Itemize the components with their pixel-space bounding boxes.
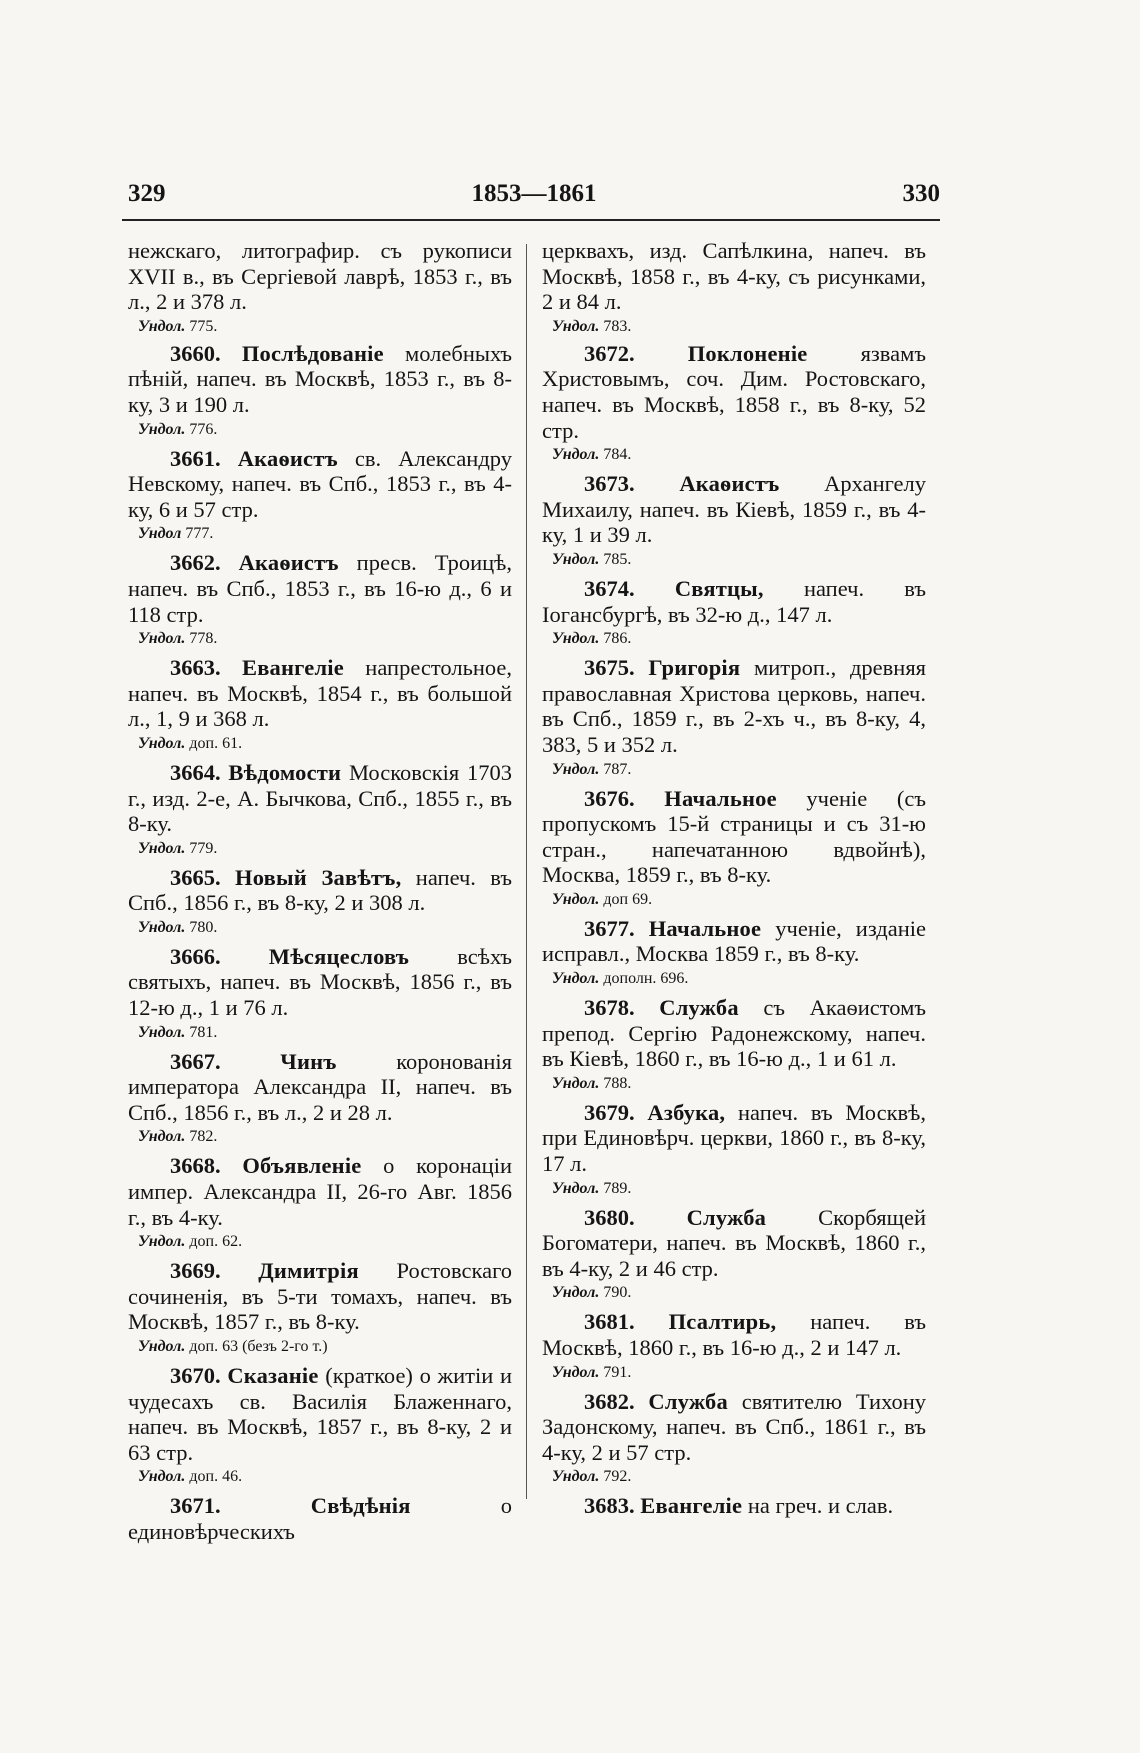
entry-number: 3663. bbox=[170, 655, 221, 681]
catalog-entry bbox=[128, 341, 512, 440]
entry-title-keyword: Святцы, bbox=[674, 575, 764, 601]
entry-description: пресв. Троицѣ, напеч. въ Спб., 1853 г., въ 16-ю д., 6 и 118 стр. bbox=[128, 550, 513, 627]
entry-description: ученіе (съ пропускомъ 15-й страницы и съ 31-ю стран., напечатанною вдвойнѣ), Москва, 1859 г., въ 8-ку. bbox=[542, 785, 927, 888]
catalog-entry bbox=[542, 1205, 926, 1304]
reference-value: дополн. 696. bbox=[603, 970, 689, 988]
entry-title-keyword: Григорія bbox=[648, 655, 741, 681]
catalog-entry bbox=[128, 1153, 512, 1252]
catalog-reference bbox=[542, 1467, 926, 1487]
entry-description: напеч. въ Москвѣ, 1860 г., въ 16-ю д., 2 и 147 л. bbox=[542, 1309, 927, 1360]
catalog-entry bbox=[542, 576, 926, 649]
entry-description: молебныхъ пѣній, напеч. въ Москвѣ, 1853 г., въ 8-ку, 3 и 190 л. bbox=[128, 340, 513, 417]
reference-value: 789. bbox=[603, 1179, 632, 1197]
entry-body bbox=[128, 550, 512, 627]
page-number-left: 329 bbox=[128, 180, 166, 207]
reference-value: 780. bbox=[189, 918, 218, 936]
catalog-reference bbox=[542, 629, 926, 649]
entry-number: 3677. bbox=[584, 915, 635, 941]
entry-title-keyword: Служба bbox=[686, 1204, 767, 1230]
reference-label: Ундол. bbox=[138, 1338, 186, 1355]
entry-number: 3681. bbox=[584, 1309, 635, 1335]
entry-title-keyword: Азбука, bbox=[647, 1099, 726, 1125]
entry-title-keyword: Начальное bbox=[648, 915, 762, 941]
catalog-reference bbox=[542, 1363, 926, 1383]
catalog-entry bbox=[542, 1100, 926, 1199]
entry-body bbox=[542, 995, 926, 1072]
continuation-text bbox=[542, 238, 926, 337]
reference-label: Ундол bbox=[138, 525, 182, 543]
entry-title-keyword: Поклоненіе bbox=[687, 340, 808, 366]
reference-label: Ундол. bbox=[138, 630, 186, 648]
entry-title-keyword: Евангеліе bbox=[241, 655, 344, 681]
entry-description: о коронаціи импер. Александра II, 26-го Авг. 1856 г., въ 4-ку. bbox=[128, 1153, 512, 1230]
reference-label: Ундол. bbox=[138, 1023, 186, 1041]
catalog-entry bbox=[128, 1493, 512, 1544]
entry-body bbox=[128, 760, 512, 837]
continuation-body: церквахъ, изд. Сапѣлкина, напеч. въ Москвѣ, 1858 г., въ 4-ку, съ рисунками, 2 и 84 л. bbox=[542, 238, 926, 315]
entry-description: о единовѣрческихъ bbox=[128, 1493, 512, 1544]
entry-number: 3679. bbox=[584, 1099, 635, 1125]
entry-number: 3683. bbox=[584, 1493, 635, 1519]
entry-number: 3670. bbox=[170, 1363, 221, 1388]
entry-title-keyword: Новый Завѣтъ, bbox=[235, 864, 402, 890]
reference-value: доп. 62. bbox=[189, 1233, 243, 1251]
entry-description: напеч. въ Москвѣ, при Единовѣрч. церкви, 1860 г., въ 8-ку, 17 л. bbox=[542, 1099, 927, 1177]
catalog-entry bbox=[128, 1363, 512, 1487]
catalog-reference bbox=[542, 760, 926, 780]
reference-value: 783. bbox=[603, 317, 632, 335]
catalog-reference bbox=[128, 1232, 512, 1252]
reference-label: Ундол. bbox=[552, 970, 600, 988]
continuation-body: нежскаго, литографир. съ рукописи XVII в., въ Сергіевой лаврѣ, 1853 г., въ л., 2 и 378 л. bbox=[128, 238, 512, 315]
entry-title-keyword: Объявленіе bbox=[242, 1153, 362, 1179]
entry-description: язвамъ Христовымъ, соч. Дим. Ростовскаго, напеч. въ Москвѣ, 1858 г., въ 8-ку, 52 стр. bbox=[542, 340, 926, 443]
entry-number: 3680. bbox=[584, 1204, 635, 1230]
catalog-entry bbox=[542, 471, 926, 570]
entry-body bbox=[542, 576, 926, 627]
catalog-reference bbox=[128, 1337, 512, 1357]
entry-body bbox=[542, 655, 926, 757]
entry-title-keyword: Чинъ bbox=[280, 1048, 337, 1074]
reference-label: Ундол. bbox=[138, 420, 186, 438]
entry-description: всѣхъ святыхъ, напеч. въ Москвѣ, 1856 г., въ 12-ю д., 1 и 76 л. bbox=[128, 943, 513, 1021]
catalog-reference bbox=[542, 890, 926, 910]
catalog-entry bbox=[542, 916, 926, 989]
catalog-reference bbox=[542, 1179, 926, 1199]
right-column bbox=[542, 238, 926, 1525]
entry-description: св. Александру Невскому, напеч. въ Спб., 1853 г., въ 4-ку, 6 и 57 стр. bbox=[128, 445, 513, 522]
reference-value: доп. 46. bbox=[189, 1468, 243, 1486]
entry-number: 3667. bbox=[170, 1048, 221, 1074]
reference-label: Ундол. bbox=[138, 1468, 186, 1486]
entry-body bbox=[542, 1493, 926, 1519]
entry-list bbox=[128, 341, 512, 1545]
entry-body bbox=[542, 341, 926, 443]
reference-label: Ундол. bbox=[552, 1468, 600, 1486]
catalog-reference bbox=[542, 1074, 926, 1094]
entry-body bbox=[542, 1389, 926, 1466]
reference-label: Ундол. bbox=[552, 890, 600, 908]
reference-label: Ундол. bbox=[138, 1128, 186, 1146]
entry-number: 3674. bbox=[584, 575, 635, 601]
entry-number: 3672. bbox=[584, 340, 635, 366]
entry-title-keyword: Псалтирь, bbox=[668, 1309, 777, 1335]
entry-description: Ростовскаго сочиненія, въ 5-ти томахъ, напеч. въ Москвѣ, 1857 г., въ 8-ку. bbox=[128, 1258, 512, 1335]
catalog-reference bbox=[128, 1127, 512, 1147]
catalog-entry bbox=[128, 446, 512, 545]
entry-title-keyword: Евангеліе bbox=[640, 1493, 743, 1519]
reference-label: Ундол. bbox=[552, 550, 600, 568]
reference-label: Ундол. bbox=[552, 446, 600, 464]
reference-label: Ундол. bbox=[138, 317, 186, 335]
column-separator bbox=[526, 244, 527, 1499]
catalog-entry bbox=[542, 786, 926, 910]
reference-label: Ундол. bbox=[552, 760, 600, 778]
entry-body bbox=[128, 341, 512, 418]
entry-number: 3662. bbox=[170, 550, 221, 576]
entry-description: коронованія императора Александра II, напеч. въ Спб., 1856 г., въ л., 2 и 28 л. bbox=[128, 1048, 512, 1125]
catalog-reference bbox=[128, 420, 512, 440]
entry-number: 3665. bbox=[170, 864, 221, 890]
catalog-reference bbox=[128, 524, 512, 544]
entry-title-keyword: Свѣдѣнія bbox=[310, 1493, 411, 1519]
catalog-entry bbox=[128, 760, 512, 859]
catalog-reference bbox=[542, 550, 926, 570]
reference-value: 791. bbox=[603, 1363, 632, 1381]
entry-number: 3669. bbox=[170, 1258, 221, 1284]
continuation-text bbox=[128, 238, 512, 337]
catalog-reference bbox=[128, 1467, 512, 1487]
reference-value: 790. bbox=[603, 1284, 632, 1302]
catalog-reference bbox=[542, 317, 926, 337]
catalog-entry bbox=[128, 550, 512, 649]
entry-number: 3678. bbox=[584, 995, 635, 1021]
entry-body bbox=[128, 655, 512, 732]
catalog-reference bbox=[128, 734, 512, 754]
entry-title-keyword: Служба bbox=[648, 1388, 728, 1414]
catalog-reference bbox=[128, 839, 512, 859]
entry-title-keyword: Сказаніе bbox=[227, 1363, 319, 1388]
entry-number: 3673. bbox=[584, 471, 635, 497]
reference-value: доп. 63 (безъ 2-го т.) bbox=[189, 1338, 328, 1355]
reference-label: Ундол. bbox=[552, 1179, 600, 1197]
entry-body bbox=[542, 1100, 926, 1177]
catalog-reference bbox=[128, 317, 512, 337]
catalog-entry bbox=[542, 655, 926, 779]
reference-value: 781. bbox=[189, 1023, 218, 1041]
reference-label: Ундол. bbox=[552, 1284, 600, 1302]
catalog-reference bbox=[128, 629, 512, 649]
entry-title-keyword: Начальное bbox=[664, 785, 777, 811]
entry-body bbox=[542, 786, 926, 888]
catalog-reference bbox=[128, 1023, 512, 1043]
entry-body bbox=[542, 916, 926, 967]
entry-body bbox=[542, 471, 926, 548]
catalog-entry bbox=[542, 1309, 926, 1382]
entry-body bbox=[542, 1205, 926, 1282]
entry-description: Архангелу Михаилу, напеч. въ Кіевѣ, 1859 г., въ 4-ку, 1 и 39 л. bbox=[542, 471, 927, 548]
reference-label: Ундол. bbox=[552, 1074, 600, 1092]
reference-label: Ундол. bbox=[138, 734, 186, 752]
running-header bbox=[128, 180, 940, 214]
reference-value: доп 69. bbox=[603, 890, 653, 908]
reference-value: 787. bbox=[603, 760, 632, 778]
entry-description: съ Акаѳистомъ препод. Сергію Радонежскому, напеч. въ Кіевѣ, 1860 г., въ 16-ю д., 1 и 61 л. bbox=[542, 995, 926, 1072]
entry-description: Московскія 1703 г., изд. 2-е, А. Бычкова, Спб., 1855 г., въ 8-ку. bbox=[128, 759, 513, 837]
entry-body bbox=[128, 1258, 512, 1335]
entry-number: 3668. bbox=[170, 1153, 221, 1179]
entry-title-keyword: Димитрія bbox=[258, 1258, 359, 1284]
reference-value: 784. bbox=[603, 446, 632, 464]
reference-value: 777. bbox=[185, 525, 214, 543]
catalog-entry bbox=[128, 865, 512, 938]
catalog-entry bbox=[542, 341, 926, 465]
entry-number: 3675. bbox=[584, 655, 635, 681]
entry-body bbox=[542, 1309, 926, 1360]
entry-title-keyword: Мѣсяцесловъ bbox=[268, 943, 410, 969]
reference-label: Ундол. bbox=[552, 1363, 600, 1381]
entry-description: митроп., древняя православная Христова церковь, напеч. въ Спб., 1859 г., въ 2-хъ ч., въ 8-ку, 4, 383, 5 и 352 л. bbox=[542, 655, 927, 757]
catalog-entry bbox=[128, 655, 512, 754]
entry-description: на греч. и слав. bbox=[747, 1493, 894, 1519]
entry-number: 3682. bbox=[584, 1388, 635, 1414]
entry-title-keyword: Акаѳистъ bbox=[238, 550, 339, 576]
entry-number: 3676. bbox=[584, 785, 635, 811]
catalog-reference bbox=[542, 969, 926, 989]
entry-description: напеч. въ Спб., 1856 г., въ 8-ку, 2 и 308 л. bbox=[128, 864, 513, 916]
reference-label: Ундол. bbox=[552, 630, 600, 648]
reference-label: Ундол. bbox=[138, 839, 186, 857]
entry-body bbox=[128, 865, 512, 916]
entry-description: напеч. въ Іогансбургѣ, въ 32-ю д., 147 л. bbox=[542, 575, 927, 627]
catalog-reference bbox=[542, 1283, 926, 1303]
entry-number: 3671. bbox=[170, 1493, 221, 1519]
catalog-entry bbox=[542, 995, 926, 1094]
catalog-entry bbox=[542, 1493, 926, 1519]
entry-title-keyword: Служба bbox=[659, 995, 739, 1021]
reference-value: 778. bbox=[189, 630, 218, 648]
entry-title-keyword: Акаѳистъ bbox=[679, 471, 780, 497]
reference-value: 786. bbox=[603, 630, 632, 648]
catalog-reference bbox=[542, 445, 926, 465]
reference-value: 779. bbox=[189, 839, 218, 857]
reference-label: Ундол. bbox=[138, 1233, 186, 1251]
reference-value: 776. bbox=[189, 420, 218, 438]
entry-description: (краткое) о житіи и чудесахъ св. Василія Блаженнаго, напеч. въ Москвѣ, 1857 г., въ 8-ку, 2 и 63 стр. bbox=[128, 1363, 512, 1465]
entry-number: 3661. bbox=[170, 445, 221, 471]
entry-description: святителю Тихону Задонскому, напеч. въ Спб., 1861 г., въ 4-ку, 2 и 57 стр. bbox=[542, 1388, 927, 1465]
entry-title-keyword: Акаѳистъ bbox=[237, 445, 338, 471]
reference-value: 782. bbox=[189, 1128, 218, 1146]
entry-title-keyword: Вѣдомости bbox=[228, 759, 342, 785]
header-rule bbox=[122, 219, 940, 221]
entry-description: напрестольное, напеч. въ Москвѣ, 1854 г., въ большой л., 1, 9 и 368 л. bbox=[128, 655, 513, 732]
entry-description: Скорбящей Богоматери, напеч. въ Москвѣ, 1860 г., въ 4-ку, 2 и 46 стр. bbox=[542, 1204, 926, 1281]
catalog-entry bbox=[128, 944, 512, 1043]
catalog-entry bbox=[542, 1389, 926, 1488]
left-column bbox=[128, 238, 512, 1551]
entry-body bbox=[128, 446, 512, 523]
entry-number: 3664. bbox=[170, 759, 221, 785]
entry-body bbox=[128, 1049, 512, 1126]
entry-number: 3660. bbox=[170, 340, 221, 366]
catalog-entry bbox=[128, 1049, 512, 1148]
entry-body bbox=[128, 1493, 512, 1544]
reference-value: 775. bbox=[189, 317, 218, 335]
reference-label: Ундол. bbox=[138, 918, 186, 936]
entry-description: ученіе, изданіе исправл., Москва 1859 г., въ 8-ку. bbox=[542, 915, 927, 967]
entry-title-keyword: Послѣдованіе bbox=[241, 340, 384, 366]
reference-value: 788. bbox=[603, 1074, 632, 1092]
reference-value: 785. bbox=[603, 550, 632, 568]
reference-value: 792. bbox=[603, 1468, 632, 1486]
page-number-right: 330 bbox=[902, 180, 940, 207]
running-head-years: 1853—1861 bbox=[471, 180, 597, 207]
catalog-reference bbox=[128, 918, 512, 938]
entry-body bbox=[128, 1363, 512, 1465]
entry-list bbox=[542, 341, 926, 1519]
entry-body bbox=[128, 944, 512, 1021]
entry-body bbox=[128, 1153, 512, 1230]
entry-number: 3666. bbox=[170, 943, 221, 969]
catalog-entry bbox=[128, 1258, 512, 1357]
reference-label: Ундол. bbox=[552, 317, 600, 335]
reference-value: доп. 61. bbox=[189, 734, 243, 752]
